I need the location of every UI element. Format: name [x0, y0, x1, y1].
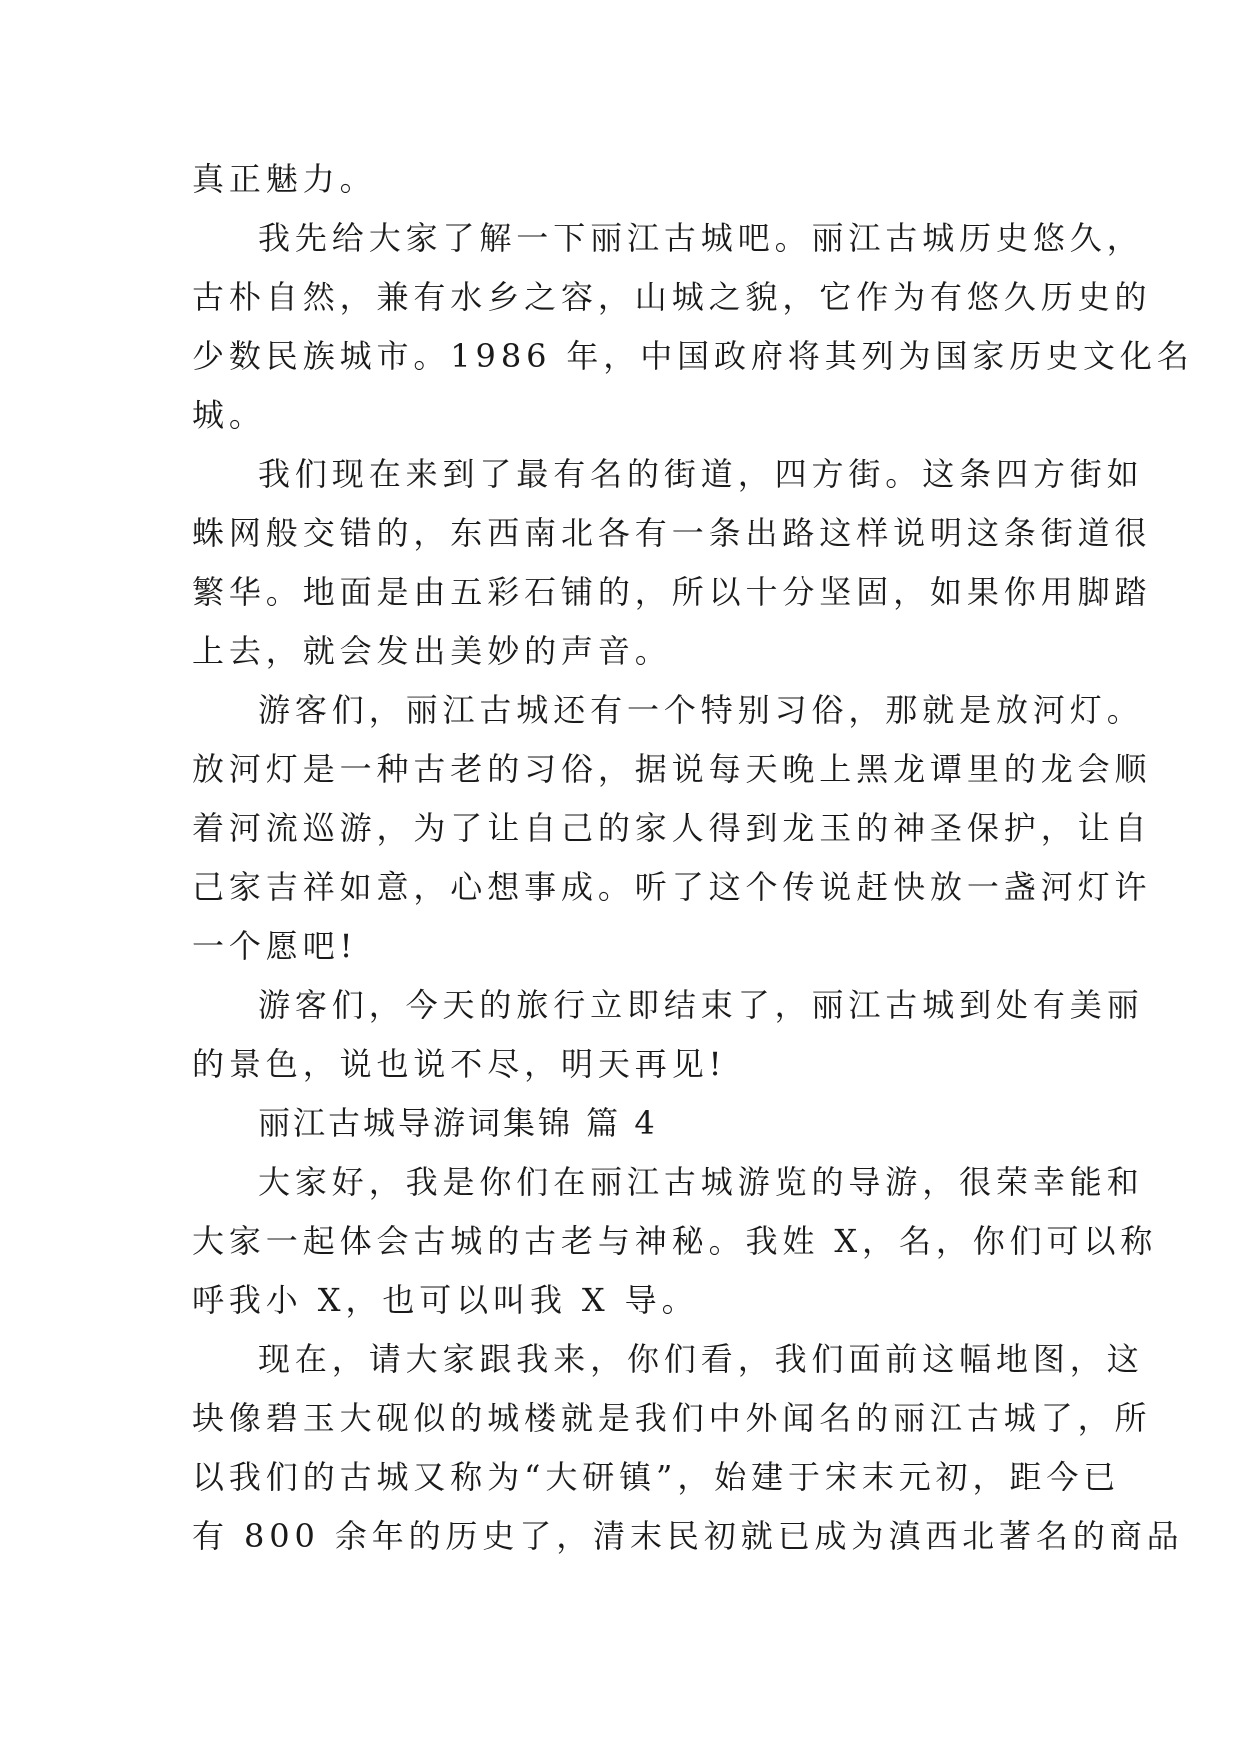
- paragraph: [192, 1153, 1158, 1330]
- paragraph-line: 的景色，说也说不尽，明天再见!: [192, 1045, 727, 1083]
- paragraph-line: 现在，请大家跟我来，你们看，我们面前这幅地图，这: [258, 1340, 1144, 1378]
- paragraph-line: 少数民族城市。1986 年，中国政府将其列为国家历史文化名: [192, 337, 1194, 375]
- paragraph: [192, 1330, 1184, 1566]
- paragraph-line: 以我们的古城又称为“大研镇”，始建于宋末元初，距今已: [192, 1458, 1121, 1496]
- paragraph-line: 己家吉祥如意，心想事成。听了这个传说赶快放一盏河灯许: [192, 868, 1152, 906]
- paragraph: [192, 976, 1144, 1094]
- paragraph-line: 繁华。地面是由五彩石铺的，所以十分坚固，如果你用脚踏: [192, 573, 1152, 611]
- paragraph-line: 蛛网般交错的，东西南北各有一条出路这样说明这条街道很: [192, 514, 1152, 552]
- paragraph-line: 放河灯是一种古老的习俗，据说每天晚上黑龙谭里的龙会顺: [192, 750, 1152, 788]
- paragraph-line: 城。: [192, 396, 266, 434]
- paragraph-line: 我们现在来到了最有名的街道，四方街。这条四方街如: [258, 455, 1144, 493]
- heading-text: 丽江古城导游词集锦 篇 4: [258, 1104, 658, 1142]
- paragraph-line: 大家一起体会古城的古老与神秘。我姓 X，名，你们可以称: [192, 1222, 1158, 1260]
- paragraph-line: 块像碧玉大砚似的城楼就是我们中外闻名的丽江古城了，所: [192, 1399, 1152, 1437]
- paragraph-line: 一个愿吧!: [192, 927, 358, 965]
- paragraph: [192, 150, 1052, 209]
- paragraph: [192, 209, 1194, 445]
- paragraph-line: 游客们，今天的旅行立即结束了，丽江古城到处有美丽: [258, 986, 1144, 1024]
- paragraph-line: 呼我小 X，也可以叫我 X 导。: [192, 1281, 699, 1319]
- document-page: [192, 150, 1194, 1566]
- paragraph-line: 大家好，我是你们在丽江古城游览的导游，很荣幸能和: [258, 1163, 1144, 1201]
- paragraph-line: 古朴自然，兼有水乡之容，山城之貌，它作为有悠久历史的: [192, 278, 1152, 316]
- paragraph-line: 有 800 余年的历史了，清末民初就已成为滇西北著名的商品: [192, 1517, 1184, 1555]
- section-heading: [192, 1094, 1052, 1153]
- paragraph: [192, 445, 1152, 681]
- paragraph-line: 游客们，丽江古城还有一个特别习俗，那就是放河灯。: [258, 691, 1144, 729]
- paragraph-line: 我先给大家了解一下丽江古城吧。丽江古城历史悠久，: [258, 219, 1144, 257]
- paragraph: [192, 681, 1152, 976]
- paragraph-line: 真正魅力。: [192, 160, 377, 198]
- paragraph-line: 着河流巡游，为了让自己的家人得到龙玉的神圣保护，让自: [192, 809, 1152, 847]
- paragraph-line: 上去，就会发出美妙的声音。: [192, 632, 672, 670]
